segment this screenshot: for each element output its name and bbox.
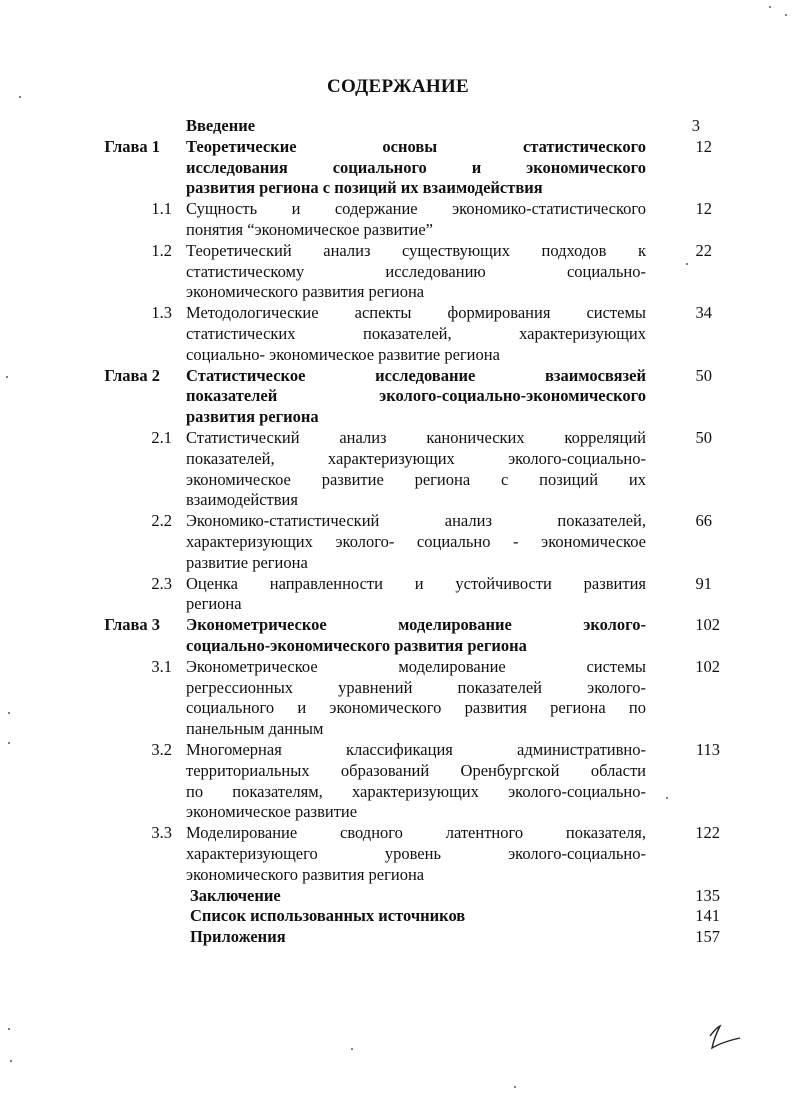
scan-speck: [19, 96, 21, 98]
toc-entry-title: [186, 740, 646, 823]
toc-entry-page: 50: [695, 365, 712, 385]
toc-entry-title-line: Многомерная классификация административно-: [186, 740, 646, 759]
toc-entry-page: 135: [695, 885, 720, 905]
toc-entry-number: 2.2: [151, 511, 172, 531]
scan-speck: [10, 1060, 12, 1062]
toc-entry-title-line: Приложения: [190, 927, 286, 947]
toc-entry-number: 1.1: [151, 199, 172, 219]
toc-entry-title: [186, 511, 646, 573]
toc-entry-title-line: показателей эколого-социально-экономического: [186, 386, 646, 406]
toc-entry-title-line: исследования социального и экономического: [186, 157, 646, 177]
toc-entry-title: [186, 657, 646, 740]
toc-entry-page: 91: [695, 573, 712, 593]
toc-entry-title-line: по показателям, характеризующих эколого-социально-: [186, 781, 646, 801]
toc-entry-number: 3.1: [151, 656, 172, 676]
scan-speck: [769, 6, 771, 8]
toc-entry-page: 122: [695, 823, 720, 843]
toc-entry-number: Глава 1: [104, 136, 160, 156]
toc-entry-title-line: Оценка направленности и устойчивости развития: [186, 573, 646, 593]
toc-entry-title: [186, 428, 646, 511]
toc-entry-page: 22: [695, 240, 712, 260]
scan-speck: [6, 376, 8, 378]
toc-entry-page: 66: [695, 511, 712, 531]
toc-entry-title-line: социального и экономического развития региона по: [186, 698, 646, 718]
toc-entry-page: 113: [695, 740, 720, 759]
toc-entry-title: [186, 116, 646, 137]
toc-entry-title: [190, 886, 650, 907]
page-title: СОДЕРЖАНИЕ: [327, 76, 469, 97]
toc-entry-title-line: развитие региона: [186, 552, 308, 572]
toc-entry-title-line: развития региона с позиций их взаимодействия: [186, 178, 543, 198]
toc-entry-title: [186, 366, 646, 428]
toc-entry-title-line: Сущность и содержание экономико-статистического: [186, 199, 646, 219]
scan-speck: [514, 1086, 516, 1088]
toc-entry-title-line: характеризующих эколого- социально - экономическое: [186, 531, 646, 551]
toc-entry-page: 141: [695, 906, 720, 926]
toc-entry-page: 50: [695, 428, 712, 447]
toc-entry-number: Глава 2: [104, 365, 160, 385]
toc-entry-page: 102: [695, 656, 720, 676]
toc-entry-number: Глава 3: [104, 615, 160, 635]
toc-entry-title-line: Теоретический анализ существующих подходов к: [186, 240, 646, 260]
scan-speck: [8, 742, 10, 744]
toc-entry-number: 1.2: [151, 240, 172, 260]
toc-entry-page: 102: [695, 615, 720, 635]
scan-speck: [8, 712, 10, 714]
scan-speck: [686, 263, 688, 265]
toc-entry-page: 3: [691, 116, 700, 135]
toc-entry-title-line: региона: [186, 594, 242, 614]
toc-entry-title-line: панельным данным: [186, 719, 324, 739]
toc-entry-title: [186, 199, 646, 241]
toc-entry-title-line: развития региона: [186, 407, 319, 427]
toc-entry-title-line: Заключение: [190, 885, 281, 905]
toc-entry-page: 34: [695, 303, 712, 323]
toc-entry-title: [186, 615, 646, 657]
toc-entry-title-line: Методологические аспекты формирования системы: [186, 303, 646, 323]
toc-entry-number: 3.2: [151, 740, 172, 759]
toc-entry-title-line: социально- экономическое развитие региона: [186, 344, 500, 364]
toc-entry-number: 2.1: [151, 428, 172, 447]
toc-entry-title-line: взаимодействия: [186, 490, 298, 510]
toc-entry-page: 157: [695, 927, 720, 947]
toc-entry-title-line: Эконометрическое моделирование эколого-: [186, 615, 646, 635]
scan-speck: [785, 14, 787, 16]
toc-entry-title: [186, 241, 646, 303]
toc-entry-title: [186, 823, 646, 885]
scan-speck: [8, 1028, 10, 1030]
toc-entry-title-line: статистических показателей, характеризующих: [186, 323, 646, 343]
toc-entry-title: [186, 574, 646, 616]
toc-entry-title-line: Эконометрическое моделирование системы: [186, 656, 646, 676]
toc-entry-title-line: понятия “экономическое развитие”: [186, 219, 433, 239]
toc-entry-title-line: Моделирование сводного латентного показателя,: [186, 823, 646, 843]
scan-speck: [351, 1048, 353, 1050]
toc-entry-number: 2.3: [151, 573, 172, 593]
toc-entry-title-line: экономического развития региона: [186, 282, 425, 302]
toc-entry-title-line: регрессионных уравнений показателей эколого-: [186, 677, 646, 697]
toc-entry-title-line: Теоретические основы статистического: [186, 136, 646, 156]
toc-entry-title-line: Статистический анализ канонических корреляций: [186, 428, 646, 447]
toc-entry-title-line: социально-экономического развития региона: [186, 635, 527, 655]
toc-entry-title-line: Список использованных источников: [190, 906, 466, 926]
toc-entry-page: 12: [695, 136, 712, 156]
toc-entry-title-line: Введение: [186, 116, 256, 135]
toc-entry-title-line: экономического развития региона: [186, 864, 425, 884]
toc-entry-title: [190, 906, 650, 927]
toc-entry-title: [186, 137, 646, 199]
toc-entry-title-line: показателей, характеризующих эколого-социально-: [186, 448, 646, 468]
toc-entry-number: 3.3: [151, 823, 172, 843]
toc-entry-title-line: характеризующего уровень эколого-социально-: [186, 843, 646, 863]
toc-entry-title: [190, 927, 650, 948]
toc-entry-title-line: территориальных образований Оренбургской области: [186, 760, 646, 780]
handwritten-mark: [706, 1022, 746, 1052]
toc-entry-number: 1.3: [151, 303, 172, 323]
toc-entry-title-line: экономическое развитие: [186, 802, 358, 822]
toc-entry-title-line: Экономико-статистический анализ показателей,: [186, 511, 646, 531]
toc-entry-title-line: экономическое развитие региона с позиций их: [186, 469, 646, 489]
scan-speck: [666, 797, 668, 799]
toc-entry-page: 12: [695, 199, 712, 219]
toc-entry-title-line: статистическому исследованию социально-: [186, 261, 646, 281]
toc-entry-title-line: Статистическое исследование взаимосвязей: [186, 365, 646, 385]
toc-entry-title: [186, 303, 646, 365]
